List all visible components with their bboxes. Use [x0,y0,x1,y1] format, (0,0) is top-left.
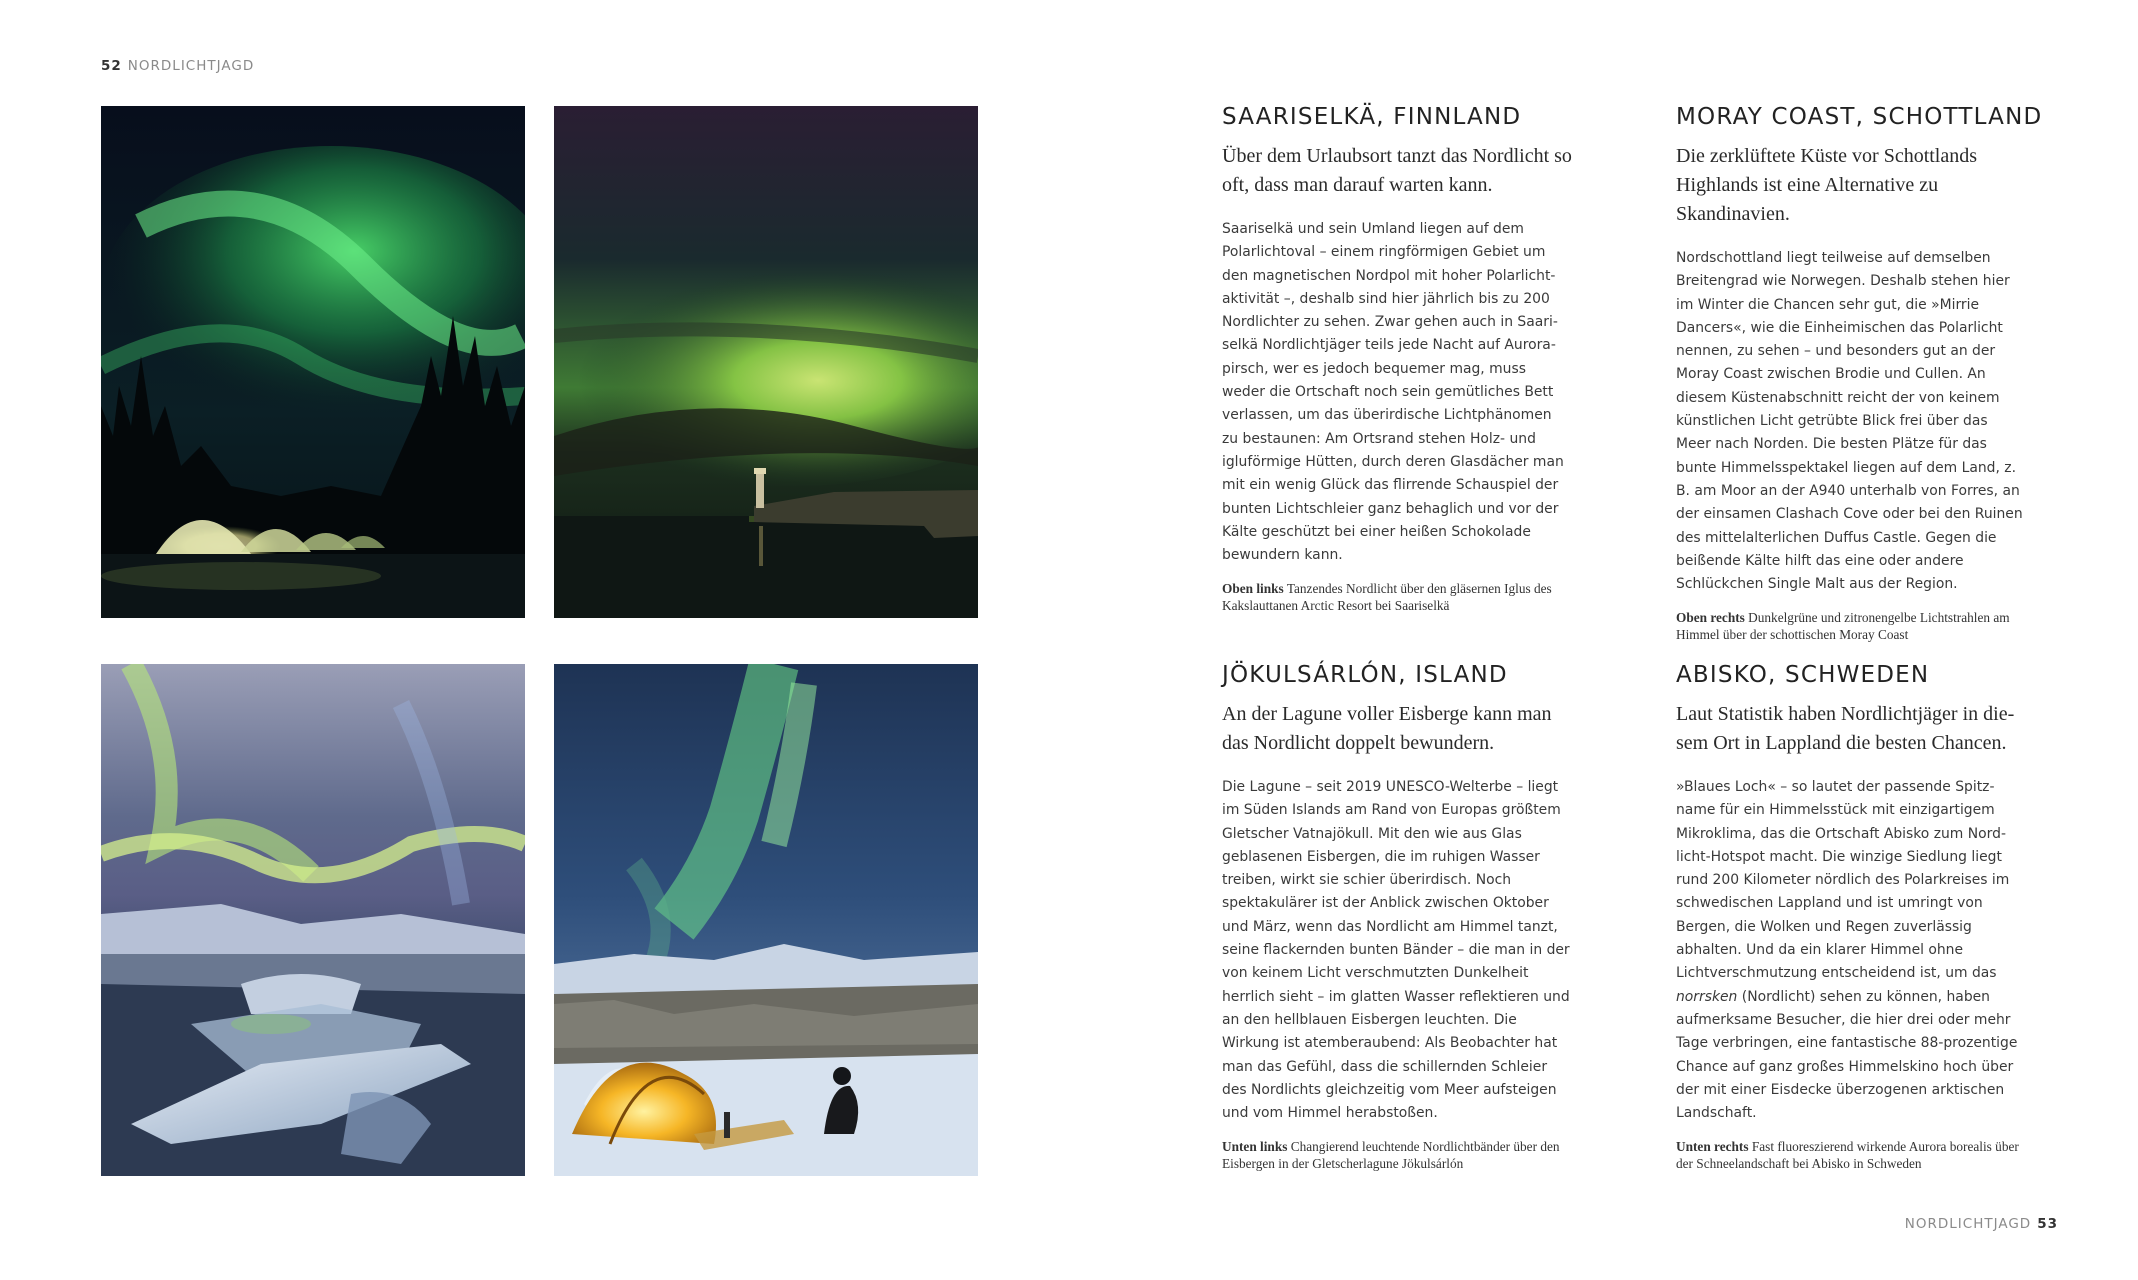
article-title: MORAY COAST, SCHOTTLAND [1676,104,2043,130]
article-title: JÖKULSÁRLÓN, ISLAND [1222,662,1508,688]
body-part: »Blaues Loch« – so lautet der passende Spitzname für ein Himmelsstück mit einzigartigem Mikroklima, das die Ortschaft Abisko zum Nordlicht-Hotspot macht. Die winzige Siedlung liegt rund 200 Kilometer nördlich des Polarkreises im schwedischen Lappland und ist umringt von Bergen, die Wolken und Regen zuverlässig abhalten. Und da ein klarer Himmel ohne Lichtverschmutzung entscheidend ist, um das [1676,779,2010,982]
body-emphasis: norrsken [1676,988,1738,1005]
caption-label: Oben links [1222,581,1284,597]
caption-label: Unten links [1222,1139,1288,1155]
photo-caption [1676,1139,2026,1172]
article-jokulsarlon [1222,662,1572,1172]
article-lead: An der Lagune voller Eisberge kann man das Nordlicht doppelt bewundern. [1222,703,1552,754]
article-body: Nordschottland liegt teilweise auf demselben Breitengrad wie Norwegen. Deshalb stehen hier im Winter die Chancen sehr gut, die »Mirrie Dancers«, wie die Einheimischen das Polarlicht nennen, zu sehen – und besonders gut an der Moray Coast zwischen Brodie und Cullen. An diesem Küstenabschnitt reicht der von keinem künstlichen Licht getrübte Blick frei über das Meer nach Norden. Die besten Plätze für das bunte Himmelsspektakel liegen auf dem Land, z. B. am Moor an der A940 unterhalb von Forres, an der einsamen Clashach Cove oder bei den Ruinen des mittelalterlichen Duffus Castle. Gegen die beißende Kälte hilft das eine oder andere Schlückchen Single Malt aus der Region. [1676,250,2023,593]
caption-text: Changierend leuchtende Nordlichtbänder über den Eisbergen in der Gletscherlagune Jökulsárlón [1222,1139,1560,1171]
caption-text: Dunkelgrüne und zitronengelbe Lichtstrahlen am Himmel über der schottischen Moray Coast [1676,610,2010,642]
running-head-right [1905,1216,2058,1232]
caption-text: Tanzendes Nordlicht über den gläsernen Iglus des Kakslauttanen Arctic Resort bei Saariselkä [1222,581,1552,613]
photo-caption [1222,1139,1572,1172]
article-body: Saariselkä und sein Umland liegen auf dem Polarlichtoval – einem ringförmigen Gebiet um den magnetischen Nordpol mit hoher Polarlichtaktivität –, deshalb sind hier jährlich bis zu 200 Nordlichter zu sehen. Zwar gehen auch in Saariselkä Nordlichtjäger teils jede Nacht auf Aurorapirsch, wer es jedoch bequemer mag, muss weder die Ortschaft noch sein gemütliches Bett verlassen, um das überirdische Lichtphänomen zu bestaunen: Am Ortsrand stehen Holz- und igluförmige Hütten, durch deren Glasdächer man mit ein wenig Glück das flirrende Schauspiel der bunten Lichtschleier ganz behaglich und vor der Kälte geschützt bei einer heißen Schokolade bewundern kann. [1222,221,1564,564]
running-head-left [101,58,254,74]
page-number-right: 53 [2037,1216,2058,1232]
article-lead: Die zerklüftete Küste vor Schottlands Highlands ist eine Alternative zu Skandinavien. [1676,145,1978,225]
body-part: (Nordlicht) sehen zu können, haben aufmerksame Besucher, die hier drei oder mehr Tage verbringen, eine fantastische 88-prozentige Chance auf ganz großes Himmelskino hoch über der mit einer Eisdecke überzogenen arktischen Landschaft. [1676,988,2018,1122]
article-title: ABISKO, SCHWEDEN [1676,662,1930,688]
page-number-left: 52 [101,58,122,74]
section-title-right: NORDLICHTJAGD [1904,1216,2032,1232]
article-lead: Laut Statistik haben Nordlichtjäger in diesem Ort in Lappland die besten Chancen. [1676,703,2015,754]
caption-label: Unten rechts [1676,1139,1749,1155]
caption-text: Fast fluoreszierend wirkende Aurora borealis über der Schneelandschaft bei Abisko in Schweden [1676,1139,2019,1171]
photo-abisko-tent [554,664,978,1176]
photo-caption [1676,610,2026,643]
article-body [1676,776,2026,1125]
article-body: Die Lagune – seit 2019 UNESCO-Welterbe – liegt im Süden Islands am Rand von Europas größtem Gletscher Vatnajökull. Mit den wie aus Glas geblasenen Eisbergen, die im ruhigen Wasser treiben, wirkt sie schier überirdisch. Noch spektakulärer ist der Anblick zwischen Oktober und März, wenn das Nordlicht am Himmel tanzt, seine flackernden bunten Bänder – die man in der von keinem Licht verschmutzten Dunkelheit herrlich sieht – im glatten Wasser reflektieren und an den hellblauen Eisbergen leuchten. Die Wirkung ist atemberaubend: Als Beobachter hat man das Gefühl, dass die schillernden Schleier des Nordlichts gleichzeitig vom Meer aufsteigen und vom Himmel herabstoßen. [1222,779,1570,1122]
photo-caption [1222,581,1572,614]
photo-moray-coast-pier [554,106,978,618]
article-title: SAARISELKÄ, FINNLAND [1222,104,1522,130]
section-title-left: NORDLICHTJAGD [127,58,255,74]
article-saariselka [1222,104,1572,614]
photo-saariselka-igloos [101,106,525,618]
photo-jokulsarlon-icebergs [101,664,525,1176]
article-abisko [1676,662,2026,1172]
article-moray-coast [1676,104,2043,643]
caption-label: Oben rechts [1676,610,1745,626]
article-lead: Über dem Urlaubsort tanzt das Nordlicht so oft, dass man darauf warten kann. [1222,145,1572,196]
